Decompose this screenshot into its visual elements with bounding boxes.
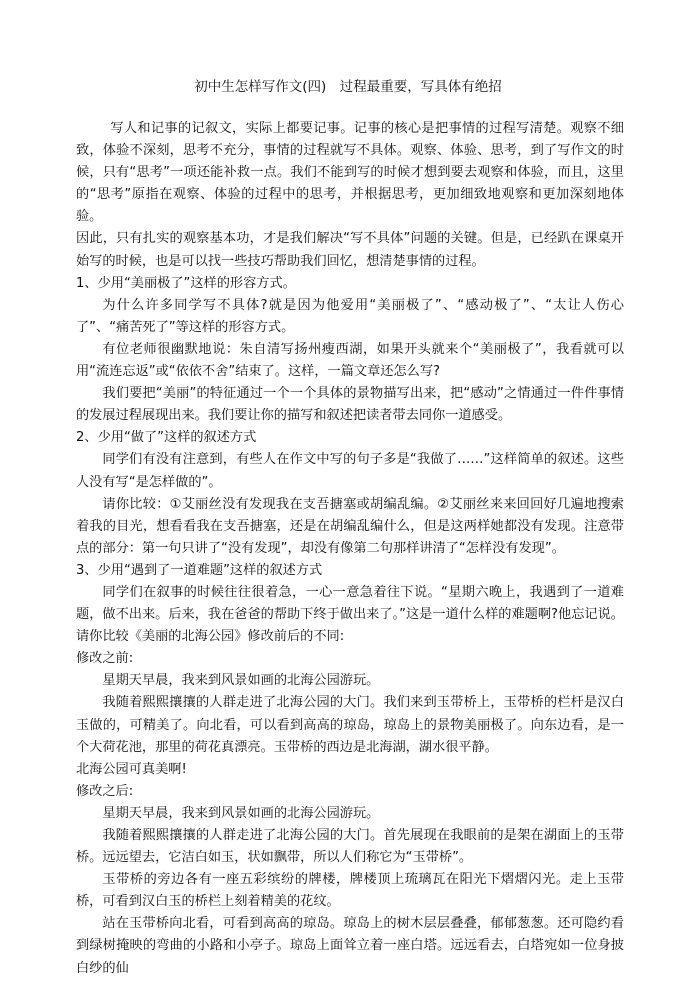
paragraph: 我随着熙熙攘攘的人群走进了北海公园的大门。我们来到玉带桥上，玉带桥的栏杆是汉白玉做的，可精美了。向北看，可以看到高高的琼岛，琼岛上的景物美丽极了。向东边看，是一个大荷花池，那里的荷花真漂亮。玉带桥的西边是北海湖，湖水很平静。 [76, 695, 624, 755]
paragraph: 同学们在叙事的时候往往很着急，一心一意急着往下说。“星期六晚上，我遇到了一道难题，做不出来。后来，我在爸爸的帮助下终于做出来了。”这是一道什么样的难题啊?他忘记说。请你比较《美丽的北海公园》修改前后的不同: [76, 584, 624, 645]
paragraph: 站在玉带桥向北看，可看到高高的琼岛。琼岛上的树木层层叠叠，郁郁葱葱。还可隐约看到绿树掩映的弯曲的小路和小亭子。琼岛上面耸立着一座白塔。远远看去，白塔宛如一位身披白纱的仙 [76, 916, 624, 976]
paragraph: 星期天早晨，我来到风景如画的北海公园游玩。 [102, 805, 380, 821]
paragraph: 玉带桥的旁边各有一座五彩缤纷的牌楼，牌楼顶上琉璃瓦在阳光下熠熠闪光。走上玉带桥，可看到汉白玉的桥栏上刻着精美的花纹。 [76, 872, 624, 910]
document-title: 初中生怎样写作文(四) 过程最重要，写具体有绝招 [194, 79, 502, 95]
paragraph: 写人和记事的记叙文，实际上都要记事。记事的核心是把事情的过程写清楚。观察不细致，体验不深刻，思考不充分，事情的过程就写不具体。观察、体验、思考，到了写作文的时候，只有“思考”一项还能补救一点。我们不能到写的时候才想到要去观察和体验，而且，这里的“思考”原指在观察、体验的过程中的思考，并根据思考，更加细致地观察和更加深刻地体验。 [76, 121, 624, 225]
paragraph: 我随着熙熙攘攘的人群走进了北海公园的大门。首先展现在我眼前的是架在湖面上的玉带桥。远远望去，它洁白如玉，状如飘带，所以人们称它为“玉带桥”。 [76, 828, 624, 866]
paragraph: 修改之后: [76, 783, 134, 799]
paragraph: 为什么许多同学写不具体?就是因为他爱用“美丽极了”、“感动极了”、“太让人伤心了”、“痛苦死了”等这样的形容方式。 [76, 297, 624, 335]
paragraph: 有位老师很幽默地说：朱自清写扬州瘦西湖，如果开头就来个“美丽极了”，我看就可以用“流连忘返”或“依依不舍”结束了。这样，一篇文章还怎么写? [76, 341, 624, 380]
paragraph: 2、少用“做了”这样的叙述方式 [76, 430, 257, 446]
paragraph: 北海公园可真美啊! [76, 761, 187, 777]
paragraph: 1、少用“美丽极了”这样的形容方式。 [76, 275, 296, 291]
paragraph: 3、少用“遇到了一道难题”这样的叙述方式 [76, 562, 323, 578]
paragraph: 修改之前: [76, 651, 134, 667]
paragraph: 请你比较：①艾丽丝没有发现我在支吾搪塞或胡编乱编。②艾丽丝来来回回好几遍地搜索着我的目光，想看看我在支吾搪塞，还是在胡编乱编什么，但是这两样她都没有发现。注意带点的部分：第一句只讲了“没有发现”，却没有像第二句那样讲清了“怎样没有发现”。 [76, 496, 624, 556]
document-body [76, 118, 624, 980]
paragraph: 星期天早晨，我来到风景如画的北海公园游玩。 [102, 673, 380, 689]
paragraph: 同学们有没有注意到，有些人在作文中写的句子多是“我做了……”这样简单的叙述。这些人没有写“是怎样做的”。 [76, 452, 624, 490]
paragraph: 我们要把“美丽”的特征通过一个一个具体的景物描写出来，把“感动”之情通过一件件事情的发展过程展现出来。我们要让你的描写和叙述把读者带去同你一道感受。 [76, 386, 624, 424]
paragraph: 因此，只有扎实的观察基本功，才是我们解决“写不具体”问题的关键。但是，已经趴在课桌开始写的时候，也是可以找一些技巧帮助我们回忆，想清楚事情的过程。 [76, 231, 624, 269]
